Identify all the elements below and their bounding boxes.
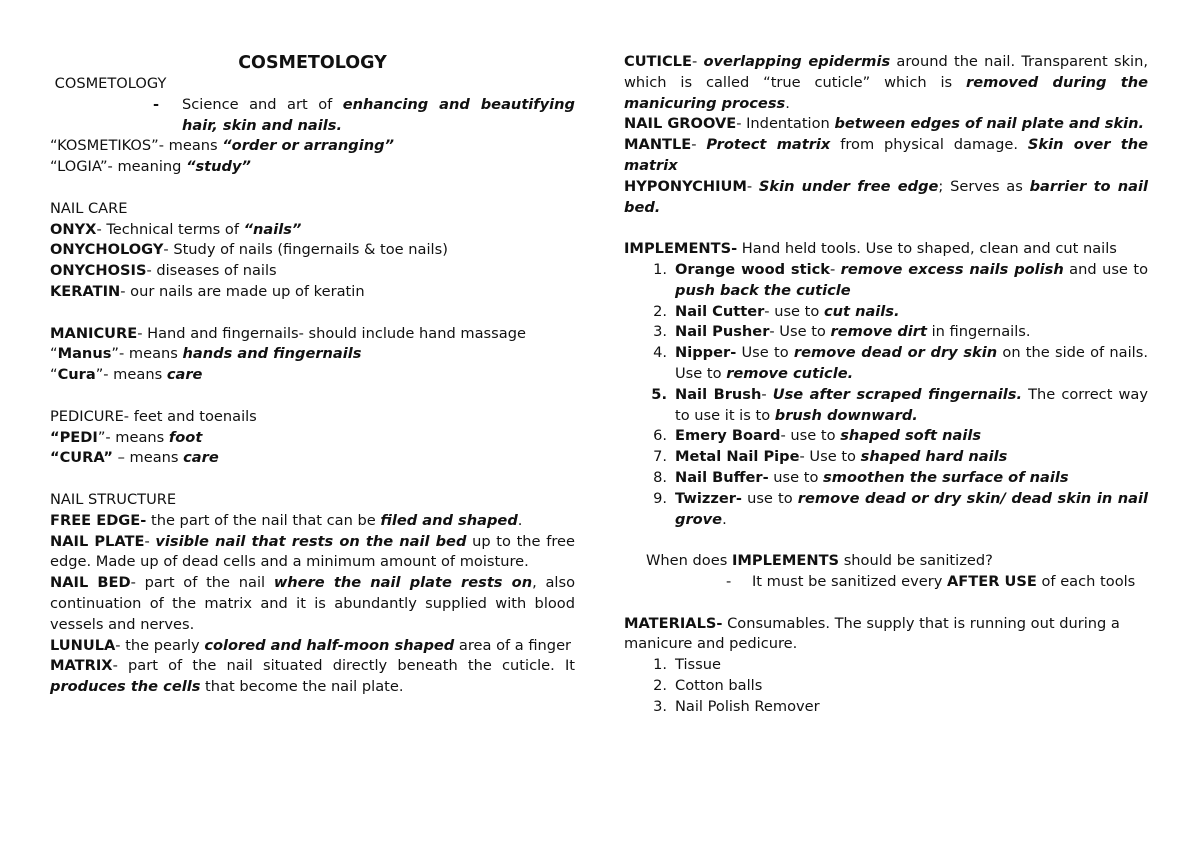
materials-list [624,655,1148,717]
kosmetikos-line: “KOSMETIKOS”- means “order or arranging” [50,137,394,155]
onychology-line: ONYCHOLOGY- Study of nails (fingernails & toe nails) [50,241,448,259]
free-edge-line: FREE EDGE- the part of the nail that can be filed and shaped. [50,511,523,529]
nail-plate-paragraph: NAIL PLATE- visible nail that rests on the nail bed up to the free edge. Made up of dead cells and a minimum amount of moisture. [50,532,575,571]
keratin-line: KERATIN- our nails are made up of keratin [50,282,365,300]
cuticle-paragraph: CUTICLE- overlapping epidermis around the nail. Transparent skin, which is called “true cuticle” which is removed during the manicuring process. [624,53,1149,112]
list-item: 2. Nail Cutter- use to cut nails. [653,302,900,320]
nail-bed-paragraph: NAIL BED- part of the nail where the nail plate rests on, also continuation of the matrix and it is abundantly supplied with blood vessels and nerves. [50,574,575,633]
implements-list [624,260,1148,530]
materials-paragraph: MATERIALS- Consumables. The supply that is running out during a manicure and pedicure. [624,614,1120,653]
hyponychium-paragraph: HYPONYCHIUM- Skin under free edge; Serves as barrier to nail bed. [624,177,1149,216]
left-column [50,52,575,698]
list-item: 6. Emery Board- use to shaped soft nails [653,427,982,445]
lunula-paragraph: LUNULA- the pearly colored and half-moon shaped area of a finger [50,636,572,654]
matrix-paragraph: MATRIX- part of the nail situated directly beneath the cuticle. It produces the cells that become the nail plate. [50,657,575,696]
document-title: COSMETOLOGY [238,53,387,73]
list-item: 9. Twizzer- use to remove dead or dry skin/ dead skin in nail grove. [653,489,1148,528]
list-item: 3. Nail Pusher- Use to remove dirt in fingernails. [653,323,1031,341]
list-item: 8. Nail Buffer- use to smoothen the surface of nails [653,468,1069,486]
cura-line: “Cura”- means care [50,366,203,384]
list-item: 1. Orange wood stick- remove excess nails polish and use to push back the cuticle [653,260,1148,299]
logia-line: “LOGIA”- meaning “study” [50,158,251,176]
dash-bullet: - [153,95,160,113]
list-item: 3. Nail Polish Remover [653,697,820,715]
sanitize-question: When does IMPLEMENTS should be sanitized? [646,552,993,570]
implements-paragraph: IMPLEMENTS- Hand held tools. Use to shaped, clean and cut nails [624,240,1117,258]
cosmetology-heading: COSMETOLOGY [50,75,167,92]
pedicure-line: PEDICURE- feet and toenails [50,407,257,425]
list-item: 2. Cotton balls [653,676,763,694]
list-item: 4. Nipper- Use to remove dead or dry skin on the side of nails. Use to remove cuticle. [653,344,1148,382]
dash-bullet: - [726,572,732,590]
list-item: 7. Metal Nail Pipe- Use to shaped hard nails [653,448,1008,466]
nail-groove-paragraph: NAIL GROOVE- Indentation between edges of nail plate and skin. [624,115,1145,133]
list-item: 5. Nail Brush- Use after scraped fingernails. The correct way to use it is to brush downward. [651,385,1148,424]
pedi-cura-line: “CURA” – means care [50,449,219,467]
manicure-line: MANICURE- Hand and fingernails- should include hand massage [50,324,526,342]
cosmetology-definition: - Science and art of enhancing and beautifying hair, skin and nails. [150,95,575,137]
nail-structure-heading: NAIL STRUCTURE [50,490,177,508]
onyx-line: ONYX- Technical terms of “nails” [50,220,302,238]
right-column [624,52,1148,718]
manus-line: “Manus”- means hands and fingernails [50,345,362,363]
sanitize-answer: - It must be sanitized every AFTER USE of each tools [726,572,1148,593]
mantle-paragraph: MANTLE- Protect matrix from physical damage. Skin over the matrix [624,136,1149,174]
pedi-line: “PEDI”- means foot [50,428,203,446]
nail-care-heading: NAIL CARE [50,199,128,217]
list-item: 1. Tissue [653,656,721,674]
onychosis-line: ONYCHOSIS- diseases of nails [50,262,277,280]
